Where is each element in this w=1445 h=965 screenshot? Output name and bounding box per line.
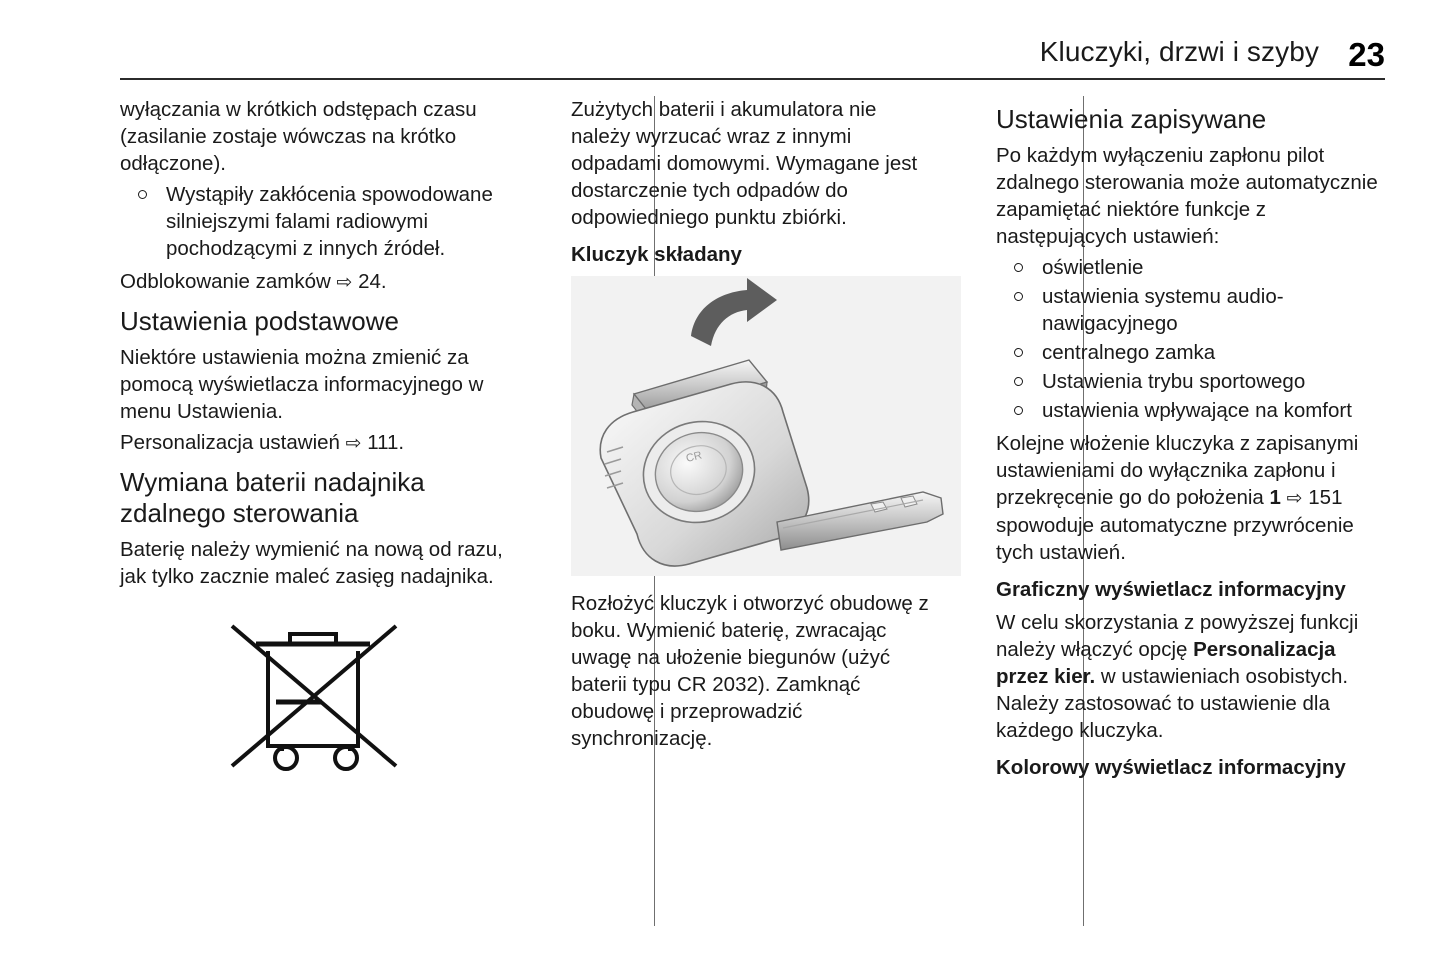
bullet-dot-icon xyxy=(1014,377,1023,386)
paragraph-battery-disposal: Zużytych baterii i akumulatora nie należy wyrzucać wraz z innymi odpadami domowymi. Wymagane jest dostarczenie tych odpadów do odpowiedniego punktu zbiórki. xyxy=(571,98,918,229)
folding-key-illustration xyxy=(571,276,961,576)
cross-reference-unlock xyxy=(120,268,505,296)
page-reference-arrow-icon: ⇨ xyxy=(336,271,353,293)
bullet-dot-icon xyxy=(138,190,147,199)
page-reference-arrow-icon: ⇨ xyxy=(345,432,362,454)
paragraph-graphic-display xyxy=(996,609,1385,744)
list-item xyxy=(996,254,1385,281)
page-number: 23 xyxy=(1348,36,1385,73)
heading-color-display: Kolorowy wyświetlacz informacyjny xyxy=(996,756,1346,779)
list-item xyxy=(996,397,1385,424)
crossed-out-wheelie-bin-icon xyxy=(218,606,408,781)
list-item-label: Wystąpiły zakłócenia spowodowane silniejszymi falami radiowymi pochodzącymi z innych źródeł. xyxy=(166,183,493,260)
heading-basic-settings: Ustawienia podstawowe xyxy=(120,306,399,336)
saved-settings-bullet-list xyxy=(996,254,1385,424)
list-item-label: centralnego zamka xyxy=(1042,341,1216,364)
restore-text-b: spowoduje automatyczne przywrócenie tych ustawień. xyxy=(996,514,1354,564)
menu-option-name: Personalizacja przez kier. xyxy=(996,638,1336,688)
cross-reference-personalization xyxy=(120,429,505,457)
continued-paragraph: wyłączania w krótkich odstępach czasu (zasilanie zostaje wówczas na krótko odłączone). xyxy=(120,98,477,175)
list-item xyxy=(120,181,505,262)
paragraph-restore-settings xyxy=(996,430,1385,566)
list-item xyxy=(996,368,1385,395)
key-body xyxy=(600,382,808,566)
cross-reference-page: 111. xyxy=(367,431,405,454)
paragraph-battery-replacement: Baterię należy wymienić na nową od razu, jak tylko zacznie maleć zasięg nadajnika. xyxy=(120,538,503,588)
folding-key-figure xyxy=(571,276,961,576)
cross-reference-page: 24. xyxy=(358,270,387,293)
list-item-label: oświetlenie xyxy=(1042,256,1144,279)
list-item xyxy=(996,339,1385,366)
page-reference-arrow-icon: ⇨ xyxy=(1286,487,1303,509)
bullet-dot-icon xyxy=(1014,263,1023,272)
restore-text-a: Kolejne włożenie kluczyka z zapisanymi ustawieniami do wyłącznika zapłonu i przekręcenie go do położenia xyxy=(996,432,1359,509)
heading-graphic-display: Graficzny wyświetlacz informacyjny xyxy=(996,578,1346,601)
list-item-label: Ustawienia trybu sportowego xyxy=(1042,370,1306,393)
column-2 xyxy=(535,96,960,926)
graphic-text-b: w ustawieniach osobistych. Należy zastosować to ustawienie dla każdego kluczyka. xyxy=(996,665,1349,742)
paragraph-key-instructions: Rozłożyć kluczyk i otworzyć obudowę z boku. Wymienić baterię, zwracając uwagę na ułożenie biegunów (użyć baterii typu CR 2032). Zamknąć obudowę i przeprowadzić synchronizację. xyxy=(571,592,929,750)
bullet-dot-icon xyxy=(1014,292,1023,301)
paragraph-basic-settings: Niektóre ustawienia można zmienić za pomocą wyświetlacza informacyjnego w menu Ustawienia. xyxy=(120,346,484,423)
column-3 xyxy=(960,96,1385,926)
graphic-text-a: W celu skorzystania z powyższej funkcji należy włączyć opcję xyxy=(996,611,1359,661)
page-header xyxy=(120,38,1385,80)
cross-reference-text: Personalizacja ustawień xyxy=(120,431,340,454)
heading-folding-key: Kluczyk składany xyxy=(571,243,742,266)
paragraph-saved-settings-intro: Po każdym wyłączeniu zapłonu pilot zdalnego sterowania może automatycznie zapamiętać niektóre funkcje z następujących ustawień: xyxy=(996,144,1378,248)
weee-symbol-figure xyxy=(120,606,505,781)
list-item xyxy=(996,283,1385,337)
svg-text:CR: CR xyxy=(684,449,704,465)
list-item-label: ustawienia systemu audio-nawigacyjnego xyxy=(1042,285,1284,335)
page-title: Kluczyki, drzwi i szyby xyxy=(1039,36,1319,67)
cross-reference-text: Odblokowanie zamków xyxy=(120,270,331,293)
cross-reference-page: 151 xyxy=(1308,486,1343,509)
bullet-dot-icon xyxy=(1014,348,1023,357)
list-item-label: ustawienia wpływające na komfort xyxy=(1042,399,1352,422)
column-1 xyxy=(120,96,535,926)
heading-battery-replacement: Wymiana baterii nadajnika zdalnego sterowania xyxy=(120,467,425,528)
ignition-position-value: 1 xyxy=(1269,486,1281,509)
bullet-dot-icon xyxy=(1014,406,1023,415)
page-columns xyxy=(120,96,1385,926)
interference-bullet-list xyxy=(120,181,505,262)
heading-saved-settings: Ustawienia zapisywane xyxy=(996,104,1267,134)
header-divider xyxy=(120,78,1385,80)
open-direction-arrow-icon xyxy=(691,278,777,346)
